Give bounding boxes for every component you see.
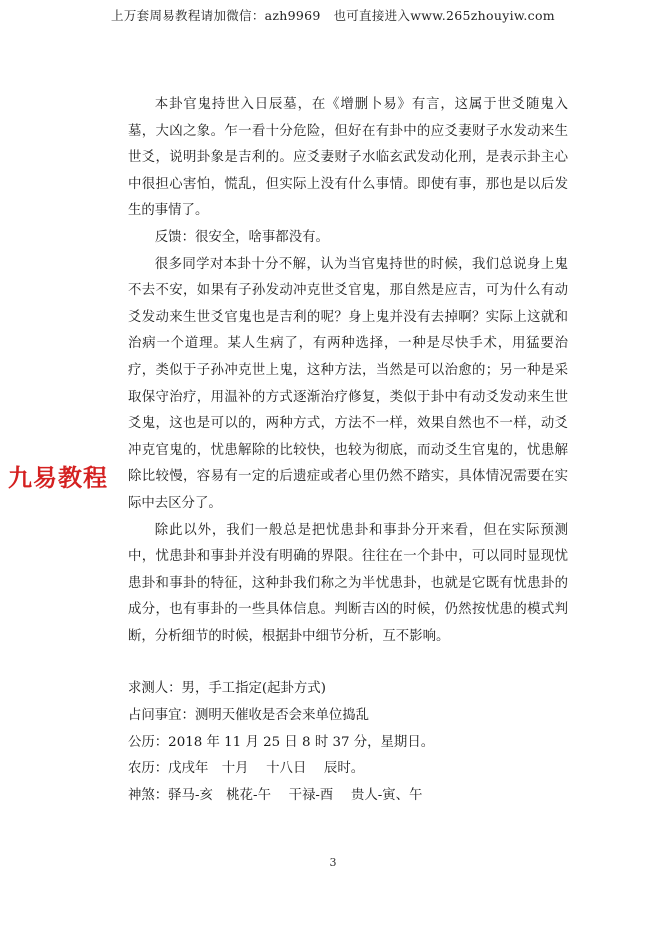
page-header: 上万套周易教程请加微信：azh9969 也可直接进入www.265zhouyiw.com bbox=[111, 8, 555, 23]
spacer bbox=[128, 650, 568, 676]
info-line-solar-date: 公历：2018 年 11 月 25 日 8 时 37 分，星期日。 bbox=[128, 734, 435, 750]
paragraph: 反馈：很安全，啥事都没有。 bbox=[154, 229, 329, 245]
info-line-lunar-date: 农历：戊戌年 十月 十八日 辰时。 bbox=[128, 761, 365, 777]
info-line-spirits: 神煞：驿马-亥 桃花-午 干禄-酉 贵人-寅、午 bbox=[128, 787, 423, 803]
info-line-question: 占问事宜：测明天催收是否会来单位捣乱 bbox=[128, 708, 370, 724]
watermark-logo: 九易教程 bbox=[8, 464, 108, 492]
info-line-querent: 求测人：男，手工指定(起卦方式) bbox=[128, 681, 326, 697]
paragraph: 很多同学对本卦十分不解，认为当官鬼持世的时候，我们总说身上鬼不去不安，如果有子孙发动冲克世爻官鬼，那自然是应吉，可为什么有动爻发动来生世爻官鬼也是吉利的呢？身上鬼并没有去掉啊？实际上这就和治病一个道理。某人生病了，有两种选择，一种是尽快手术，用猛要治疗，类似于子孙冲克世上鬼，这种方法，当然是可以治愈的；另一种是采取保守治疗，用温补的方式逐渐治疗修复，类似于卦中有动爻发动来生世爻鬼，这也是可以的，两种方式，方法不一样，效果自然也不一样，动爻冲克官鬼的，忧患解除的比较快，也较为彻底，而动爻生官鬼的，忧患解除比较慢，容易有一定的后遗症或者心里仍然不踏实，具体情况需要在实际中去区分了。 bbox=[128, 256, 568, 511]
paragraph: 除此以外，我们一般总是把忧患卦和事卦分开来看，但在实际预测中，忧患卦和事卦并没有明确的界限。往往在一个卦中，可以同时显现忧患卦和事卦的特征，这种卦我们称之为半忧患卦，也就是它既有忧患卦的成分，也有事卦的一些具体信息。判断吉凶的时候，仍然按忧患的模式判断，分析细节的时候，根据卦中细节分析，互不影响。 bbox=[128, 522, 568, 644]
page-number: 3 bbox=[329, 856, 337, 869]
paragraph: 本卦官鬼持世入日辰墓，在《增删卜易》有言，这属于世爻随鬼入墓，大凶之象。乍一看十分危险，但好在有卦中的应爻妻财子水发动来生世爻，说明卦象是吉利的。应爻妻财子水临玄武发动化刑，是表示卦主心中很担心害怕，慌乱，但实际上没有什么事情。即使有事，那也是以后发生的事情了。 bbox=[128, 97, 568, 219]
article-body bbox=[128, 92, 568, 809]
